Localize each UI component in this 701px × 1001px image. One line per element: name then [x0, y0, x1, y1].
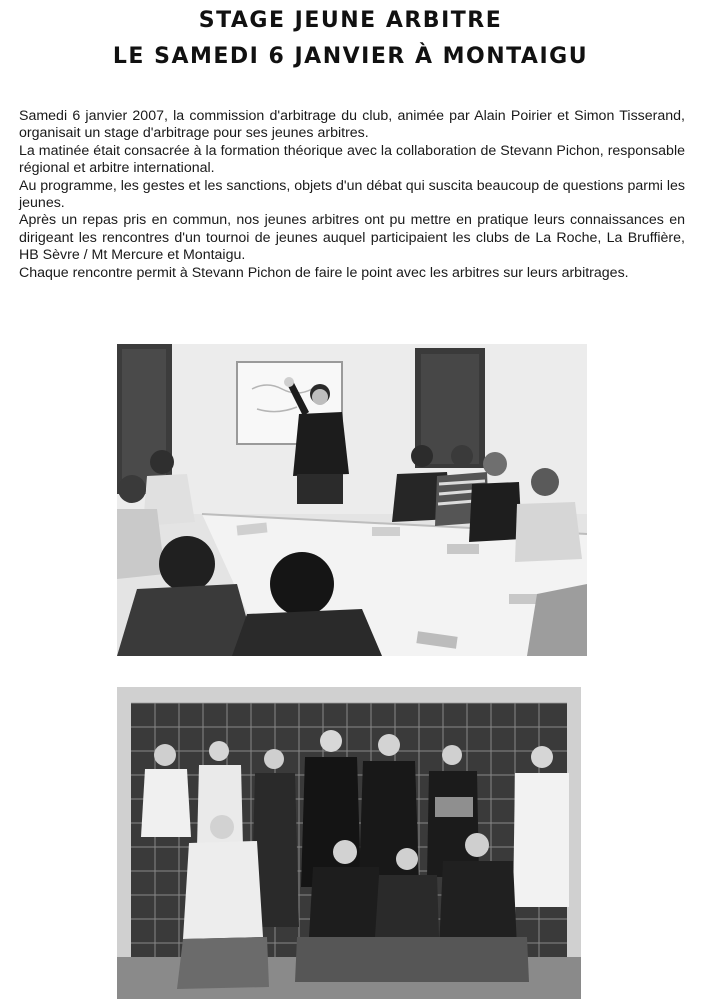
page-title-line-1: STAGE JEUNE ARBITRE — [198, 8, 503, 33]
team-photo-illustration — [117, 687, 581, 999]
meeting-photo-illustration — [117, 344, 587, 656]
article-body — [19, 108, 685, 282]
meeting-photo — [117, 344, 587, 656]
article-paragraph: Au programme, les gestes et les sanctions, objets d'un débat qui suscita beaucoup de questions parmi les jeunes. — [19, 177, 685, 212]
team-photo — [117, 687, 581, 999]
article-paragraph: Chaque rencontre permit à Stevann Pichon de faire le point avec les arbitres sur leurs arbitrages. — [19, 264, 629, 281]
article-paragraph: La matinée était consacrée à la formation théorique avec la collaboration de Stevann Pichon, responsable régional et arbitre international. — [19, 142, 685, 177]
article-paragraph: Samedi 6 janvier 2007, la commission d'arbitrage du club, animée par Alain Poirier et Simon Tisserand, organisait un stage d'arbitrage pour ses jeunes arbitres. — [19, 108, 685, 142]
page-title-line-2: LE SAMEDI 6 JANVIER À MONTAIGU — [112, 44, 589, 69]
article-paragraph: Après un repas pris en commun, nos jeunes arbitres ont pu mettre en pratique leurs connaissances en dirigeant les rencontres d'un tournoi de jeunes auquel participaient les clubs de La Roche, La Bruffière, HB Sèvre / Mt Mercure et Montaigu. — [19, 212, 685, 264]
